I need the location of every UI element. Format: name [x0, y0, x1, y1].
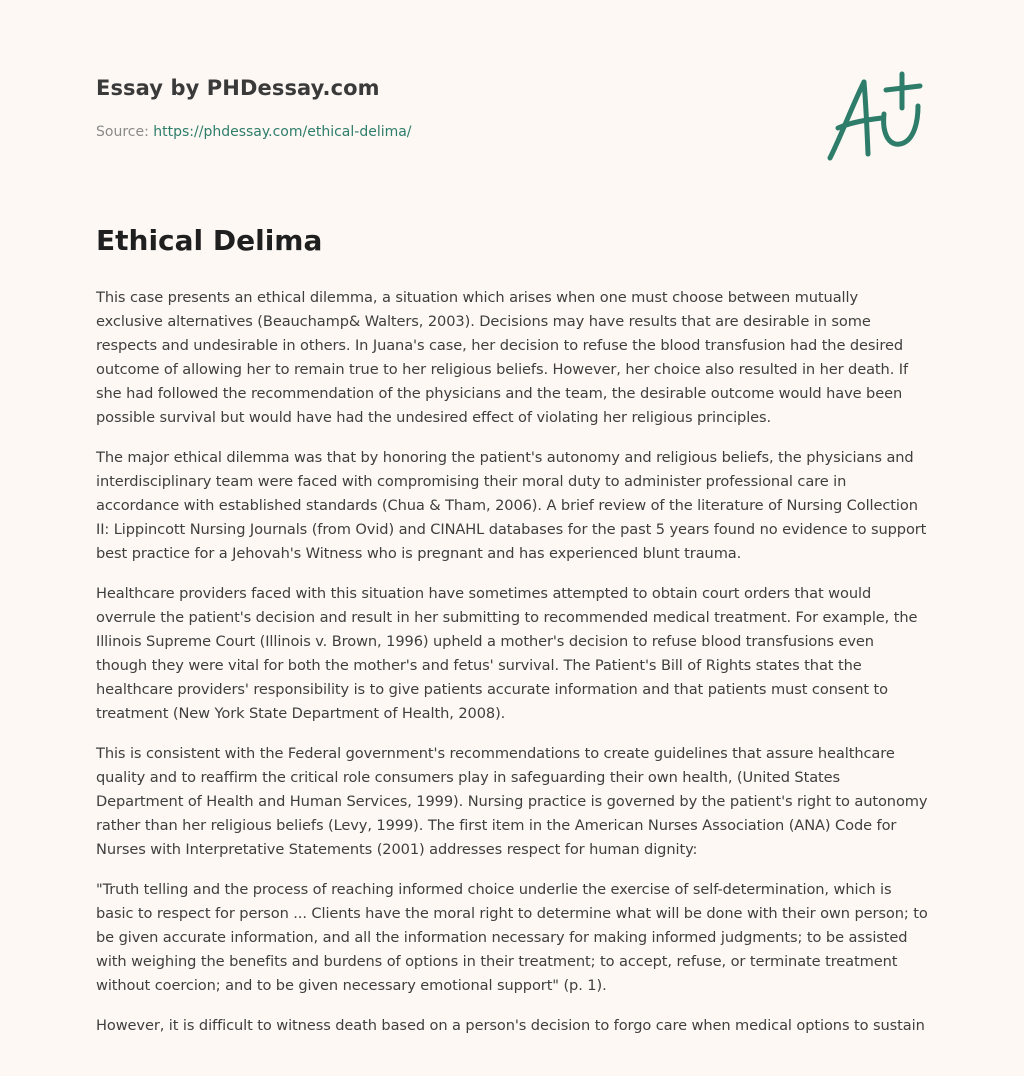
essay-title: Ethical Delima	[96, 224, 323, 257]
site-brand-title: Essay by PHDessay.com	[96, 76, 380, 100]
essay-paragraph: The major ethical dilemma was that by honoring the patient's autonomy and religious beliefs, the physicians and interdisciplinary team were faced with compromising their moral duty to administer professional care in accordance with established standards (Chua & Tham, 2006). A brief review of the literature of Nursing Collection II: Lippincott Nursing Journals (from Ovid) and CINAHL databases for the past 5 years found no evidence to support best practice for a Jehovah's Witness who is pregnant and has experienced blunt trauma.	[96, 449, 927, 562]
essay-paragraph: This is consistent with the Federal government's recommendations to create guidelines that assure healthcare quality and to reaffirm the critical role consumers play in safeguarding their own health, (United States Department of Health and Human Services, 1999). Nursing practice is governed by the patient's right to autonomy rather than her religious beliefs (Levy, 1999). The first item in the American Nurses Association (ANA) Code for Nurses with Interpretative Statements (2001) addresses respect for human dignity:	[96, 745, 928, 858]
a-plus-logo-icon	[822, 66, 930, 166]
essay-paragraph: Healthcare providers faced with this situation have sometimes attempted to obtain court orders that would overrule the patient's decision and result in her submitting to recommended medical treatment. For example, the Illinois Supreme Court (Illinois v. Brown, 1996) upheld a mother's decision to refuse blood transfusions even though they were vital for both the mother's and fetus' survival. The Patient's Bill of Rights states that the healthcare providers' responsibility is to give patients accurate information and that patients must consent to treatment (New York State Department of Health, 2008).	[96, 585, 918, 722]
source-line	[96, 124, 412, 140]
source-label: Source:	[96, 124, 149, 140]
essay-paragraph: "Truth telling and the process of reaching informed choice underlie the exercise of self-determination, which is basic to respect for person ... Clients have the moral right to determine what will be done with their own person; to be given accurate information, and all the information necessary for making informed judgments; to be assisted with weighing the benefits and burdens of options in their treatment; to accept, refuse, or terminate treatment without coercion; and to be given necessary emotional support" (p. 1).	[96, 881, 928, 994]
essay-paragraph: However, it is difficult to witness death based on a person's decision to forgo care when medical options to sustain	[96, 1017, 925, 1034]
essay-body	[96, 286, 928, 1054]
source-link[interactable]: https://phdessay.com/ethical-delima/	[153, 124, 412, 140]
essay-paragraph: This case presents an ethical dilemma, a situation which arises when one must choose between mutually exclusive alternatives (Beauchamp& Walters, 2003). Decisions may have results that are desirable in some respects and undesirable in others. In Juana's case, her decision to refuse the blood transfusion had the desired outcome of allowing her to remain true to her religious beliefs. However, her choice also resulted in her death. If she had followed the recommendation of the physicians and the team, the desirable outcome would have been possible survival but would have had the undesired effect of violating her religious principles.	[96, 289, 909, 426]
